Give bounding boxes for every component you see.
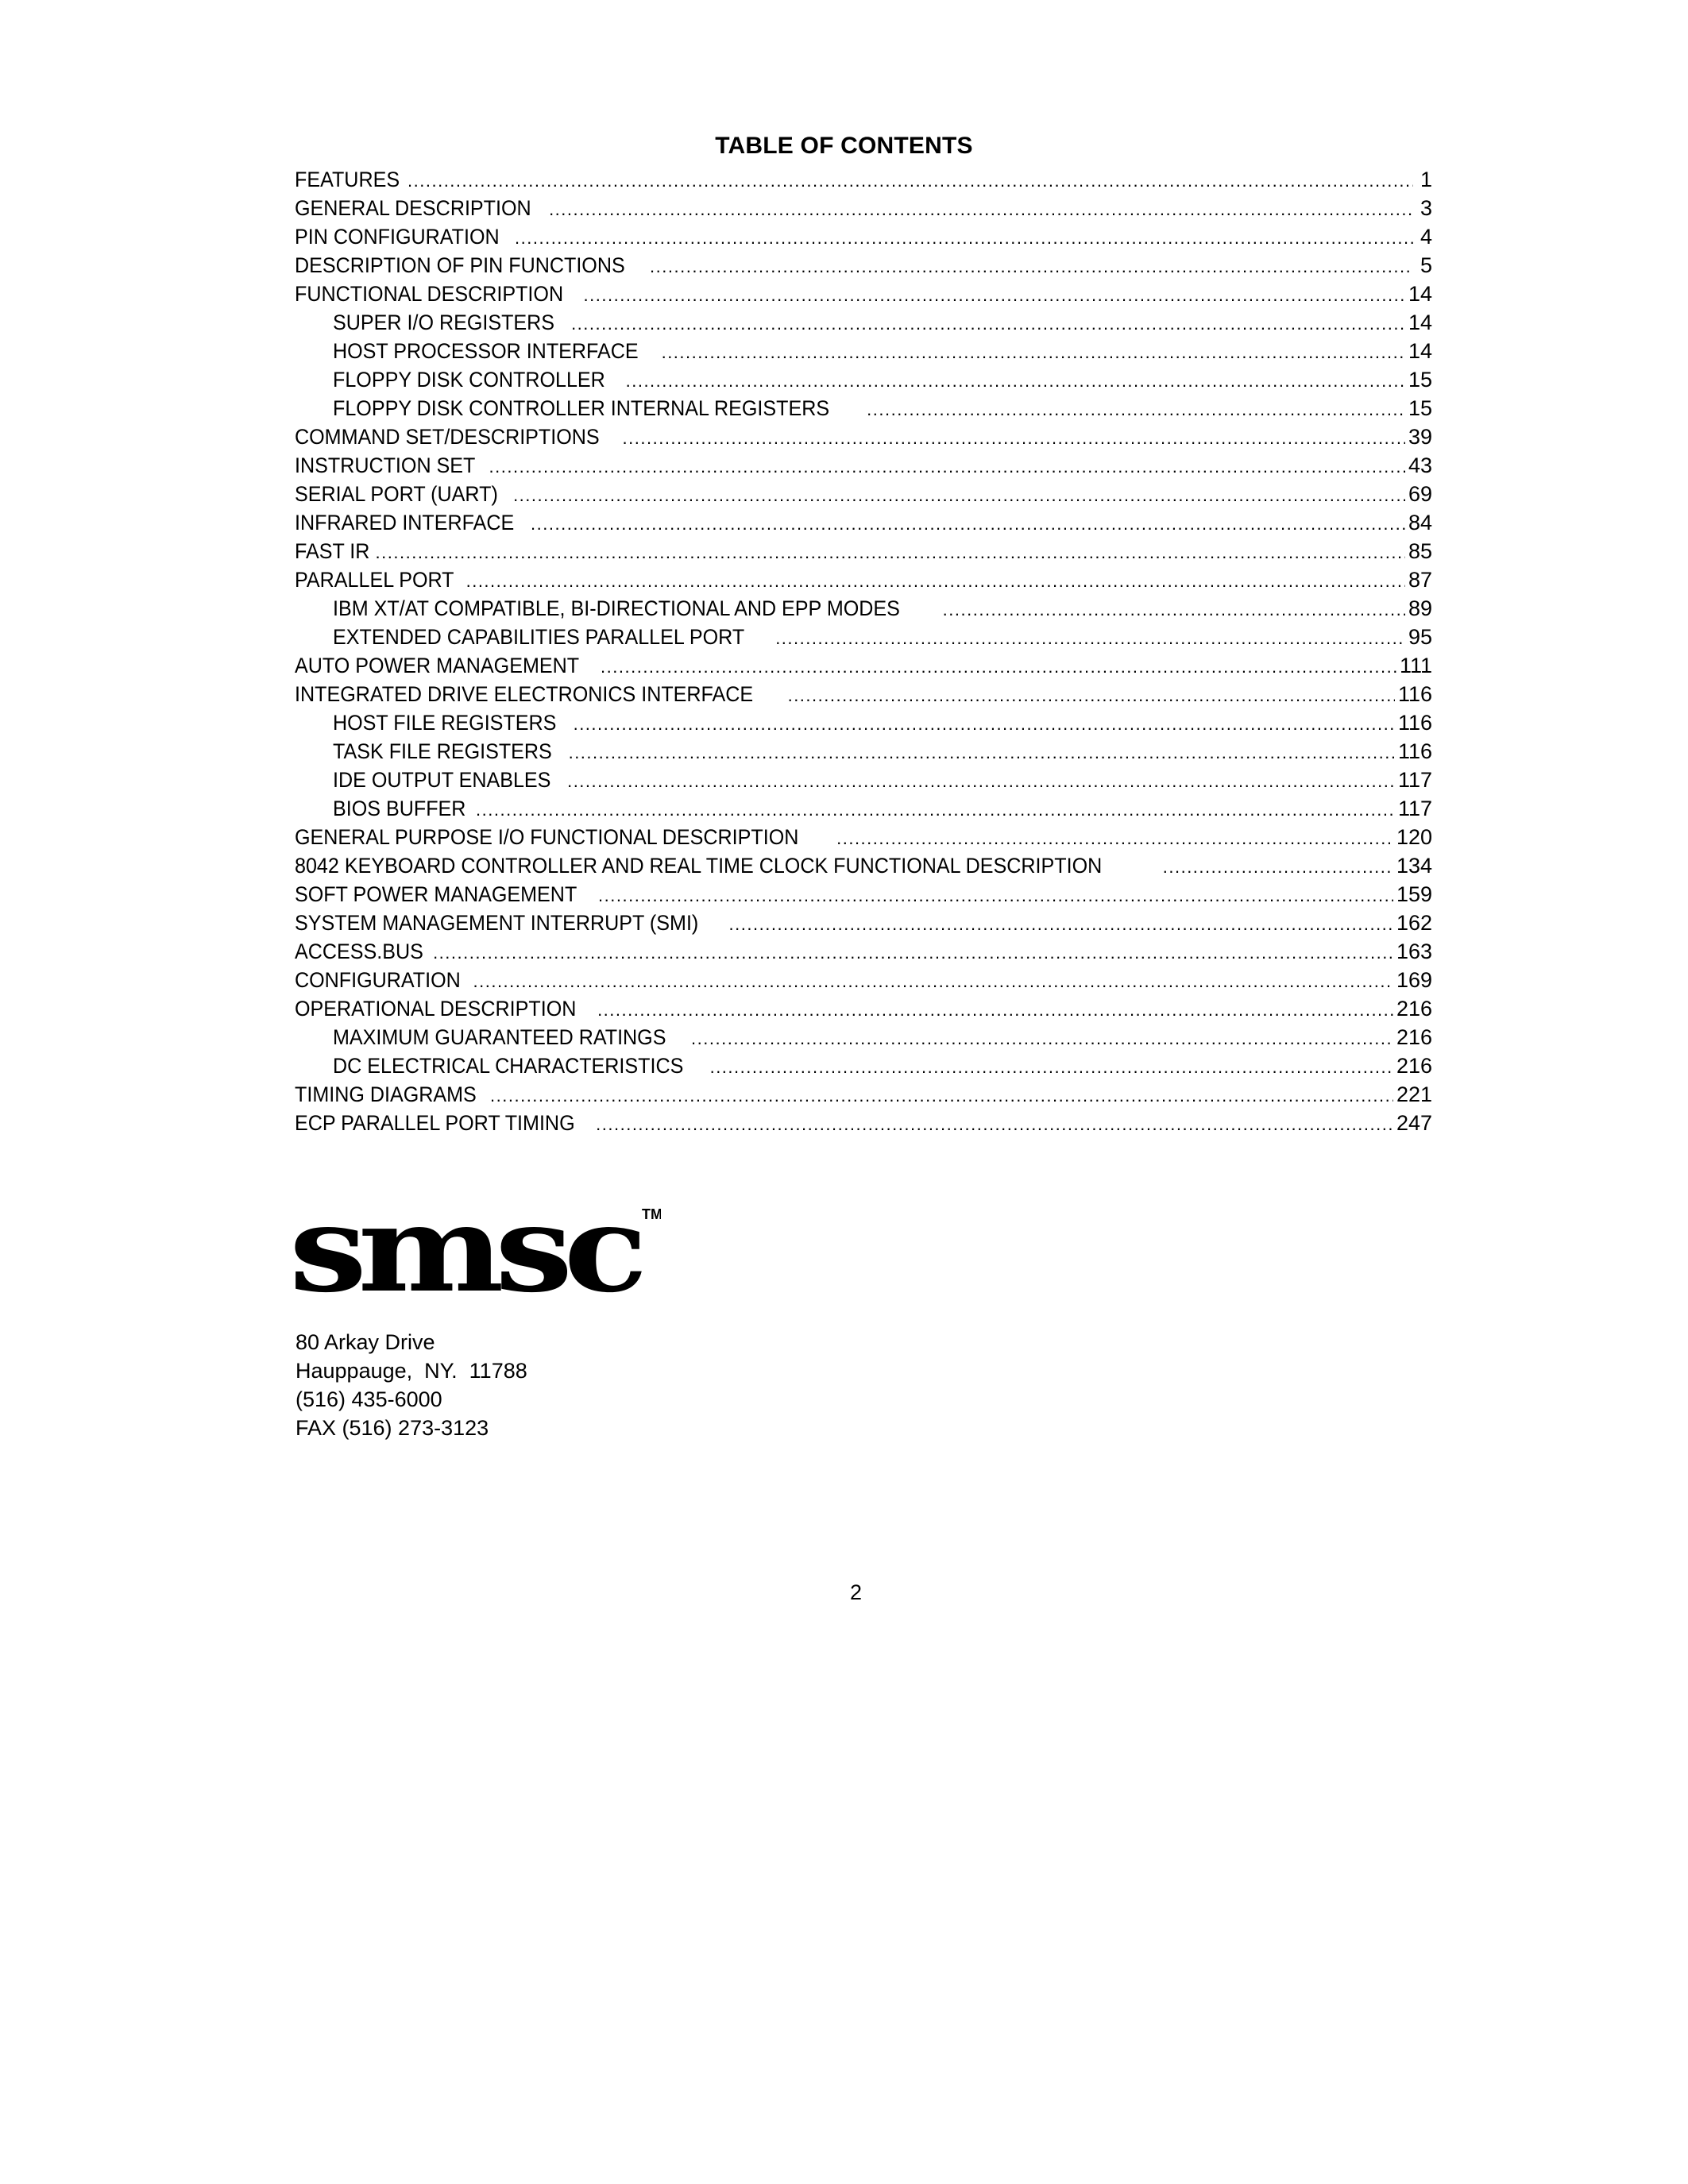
toc-entry[interactable] xyxy=(295,680,1432,708)
toc-entry[interactable] xyxy=(295,966,1432,994)
dot-leader xyxy=(489,453,1405,480)
toc-entry[interactable] xyxy=(295,451,1432,480)
toc-entry-page: 87 xyxy=(1408,568,1432,592)
toc-entry-page: 116 xyxy=(1397,711,1432,735)
toc-entry-page: 69 xyxy=(1408,482,1432,506)
page-number: 2 xyxy=(849,1580,863,1604)
toc-entry[interactable] xyxy=(295,1080,1432,1109)
toc-entry[interactable] xyxy=(295,994,1432,1023)
toc-subentry[interactable] xyxy=(295,365,1432,394)
toc-subentry[interactable] xyxy=(295,794,1432,823)
dot-leader xyxy=(836,824,1393,851)
dot-leader xyxy=(597,996,1393,1023)
toc-entry[interactable] xyxy=(295,194,1432,222)
toc-entry-label: PIN CONFIGURATION xyxy=(295,225,500,249)
toc-entry-label: CONFIGURATION xyxy=(295,968,461,992)
toc-entry-page: 116 xyxy=(1397,682,1432,706)
toc-entry-label: FLOPPY DISK CONTROLLER xyxy=(333,368,605,392)
dot-leader xyxy=(466,567,1405,594)
toc-entry-label: INTEGRATED DRIVE ELECTRONICS INTERFACE xyxy=(295,682,754,706)
toc-entry-page: 1 xyxy=(1420,168,1432,191)
toc-entry-page: 85 xyxy=(1408,539,1432,563)
toc-entry-label: SYSTEM MANAGEMENT INTERRUPT (SMI) xyxy=(295,911,699,935)
address-street: 80 Arkay Drive xyxy=(295,1330,435,1354)
toc-entry-page: 159 xyxy=(1396,882,1432,906)
toc-entry-page: 14 xyxy=(1408,339,1432,363)
toc-entry-label: 8042 KEYBOARD CONTROLLER AND REAL TIME CLOCK FUNCTIONAL DESCRIPTION xyxy=(295,854,1103,878)
toc-entry-page: 120 xyxy=(1396,825,1432,849)
toc-entry-page: 89 xyxy=(1408,596,1432,620)
dot-leader xyxy=(473,967,1393,994)
toc-entry-page: 15 xyxy=(1408,396,1432,420)
toc-entry-label: GENERAL PURPOSE I/O FUNCTIONAL DESCRIPTION xyxy=(295,825,799,849)
address-fax: FAX (516) 273-3123 xyxy=(295,1416,489,1440)
toc-subentry[interactable] xyxy=(295,1051,1432,1080)
dot-leader xyxy=(531,510,1405,537)
dot-leader xyxy=(867,396,1405,423)
toc-entry-page: 216 xyxy=(1396,997,1432,1021)
toc-subentry[interactable] xyxy=(295,308,1432,337)
toc-entry[interactable] xyxy=(295,909,1432,937)
toc-entry[interactable] xyxy=(295,1109,1432,1137)
toc-entry-label: MAXIMUM GUARANTEED RATINGS xyxy=(333,1025,666,1049)
toc-entry[interactable] xyxy=(295,823,1432,851)
dot-leader xyxy=(596,1110,1393,1137)
address-city: Hauppauge, NY. 11788 xyxy=(295,1359,527,1383)
toc-entry-page: 84 xyxy=(1408,511,1432,534)
toc-entry-label: INSTRUCTION SET xyxy=(295,453,476,477)
dot-leader xyxy=(623,424,1405,451)
toc-entry-page: 169 xyxy=(1396,968,1432,992)
toc-entry-page: 95 xyxy=(1408,625,1432,649)
toc-entry[interactable] xyxy=(295,537,1432,565)
dot-leader xyxy=(569,739,1395,766)
toc-subentry[interactable] xyxy=(295,1023,1432,1051)
toc-entry-label: SOFT POWER MANAGEMENT xyxy=(295,882,577,906)
toc-entry-label: HOST FILE REGISTERS xyxy=(333,711,557,735)
toc-entry-label: IDE OUTPUT ENABLES xyxy=(333,768,551,792)
address-phone: (516) 435-6000 xyxy=(295,1387,442,1411)
toc-entry-label: TIMING DIAGRAMS xyxy=(295,1082,477,1106)
toc-subentry[interactable] xyxy=(295,394,1432,423)
toc-entry-page: 5 xyxy=(1420,253,1432,277)
toc-entry[interactable] xyxy=(295,280,1432,308)
toc-entry-page: 43 xyxy=(1408,453,1432,477)
toc-entry-page: 163 xyxy=(1396,940,1432,963)
toc-entry-page: 14 xyxy=(1408,282,1432,306)
dot-leader xyxy=(408,167,1413,194)
dot-leader xyxy=(433,939,1393,966)
smsc-logo xyxy=(288,1195,661,1330)
toc-entry[interactable] xyxy=(295,251,1432,280)
toc-entry-page: 4 xyxy=(1420,225,1432,249)
toc-entry[interactable] xyxy=(295,222,1432,251)
toc-entry-label: FEATURES xyxy=(295,168,400,191)
toc-entry-label: FAST IR xyxy=(295,539,370,563)
toc-entry[interactable] xyxy=(295,565,1432,594)
dot-leader xyxy=(549,195,1413,222)
company-address xyxy=(295,1328,527,1442)
toc-subentry[interactable] xyxy=(295,737,1432,766)
table-of-contents xyxy=(295,165,1432,1137)
toc-entry-page: 221 xyxy=(1396,1082,1432,1106)
dot-leader xyxy=(729,910,1393,937)
toc-entry-label: SUPER I/O REGISTERS xyxy=(333,311,555,334)
dot-leader xyxy=(943,596,1405,623)
dot-leader xyxy=(650,253,1413,280)
dot-leader xyxy=(490,1082,1393,1109)
toc-entry-page: 117 xyxy=(1397,768,1432,792)
toc-entry-label: INFRARED INTERFACE xyxy=(295,511,515,534)
toc-entry-page: 39 xyxy=(1408,425,1432,449)
toc-entry-label: HOST PROCESSOR INTERFACE xyxy=(333,339,639,363)
toc-entry-page: 3 xyxy=(1420,196,1432,220)
dot-leader xyxy=(567,767,1395,794)
toc-entry-label: FLOPPY DISK CONTROLLER INTERNAL REGISTERS xyxy=(333,396,830,420)
dot-leader xyxy=(691,1024,1393,1051)
toc-entry[interactable] xyxy=(295,880,1432,909)
dot-leader xyxy=(574,710,1395,737)
toc-entry-label: COMMAND SET/DESCRIPTIONS xyxy=(295,425,600,449)
toc-entry[interactable] xyxy=(295,480,1432,508)
toc-entry-label: OPERATIONAL DESCRIPTION xyxy=(295,997,577,1021)
toc-entry-label: DESCRIPTION OF PIN FUNCTIONS xyxy=(295,253,625,277)
dot-leader xyxy=(598,882,1393,909)
toc-entry[interactable] xyxy=(295,508,1432,537)
toc-entry-label: DC ELECTRICAL CHARACTERISTICS xyxy=(333,1054,684,1078)
toc-subentry[interactable] xyxy=(295,708,1432,737)
toc-entry-page: 15 xyxy=(1408,368,1432,392)
toc-entry-label: IBM XT/AT COMPATIBLE, BI-DIRECTIONAL AND EPP MODES xyxy=(333,596,900,620)
toc-entry-label: AUTO POWER MANAGEMENT xyxy=(295,654,580,677)
toc-entry-page: 162 xyxy=(1396,911,1432,935)
toc-subentry[interactable] xyxy=(295,623,1432,651)
toc-entry[interactable] xyxy=(295,165,1432,194)
toc-subentry[interactable] xyxy=(295,766,1432,794)
toc-entry[interactable] xyxy=(295,651,1432,680)
dot-leader xyxy=(788,681,1395,708)
toc-entry-page: 111 xyxy=(1399,654,1432,677)
smsc-logo-icon xyxy=(288,1195,661,1330)
dot-leader xyxy=(571,310,1405,337)
toc-entry[interactable] xyxy=(295,937,1432,966)
dot-leader xyxy=(376,538,1405,565)
trademark-symbol: TM xyxy=(642,1206,661,1222)
toc-entry-label: ACCESS.BUS xyxy=(295,940,423,963)
toc-entry-label: PARALLEL PORT xyxy=(295,568,454,592)
dot-leader xyxy=(601,653,1396,680)
dot-leader xyxy=(513,481,1405,508)
toc-entry-page: 116 xyxy=(1397,739,1432,763)
dot-leader xyxy=(515,224,1413,251)
toc-entry-label: BIOS BUFFER xyxy=(333,797,466,820)
toc-entry-label: ECP PARALLEL PORT TIMING xyxy=(295,1111,575,1135)
toc-entry-label: GENERAL DESCRIPTION xyxy=(295,196,531,220)
toc-entry-label: EXTENDED CAPABILITIES PARALLEL PORT xyxy=(333,625,745,649)
toc-entry-page: 14 xyxy=(1408,311,1432,334)
toc-entry-label: SERIAL PORT (UART) xyxy=(295,482,498,506)
toc-subentry[interactable] xyxy=(295,337,1432,365)
dot-leader xyxy=(476,796,1395,823)
toc-entry[interactable] xyxy=(295,851,1432,880)
dot-leader xyxy=(1163,853,1393,880)
toc-title: TABLE OF CONTENTS xyxy=(715,133,973,159)
toc-entry-label: TASK FILE REGISTERS xyxy=(333,739,552,763)
dot-leader xyxy=(775,624,1405,651)
toc-entry[interactable] xyxy=(295,423,1432,451)
dot-leader xyxy=(626,367,1405,394)
toc-entry-page: 117 xyxy=(1397,797,1432,820)
dot-leader xyxy=(584,281,1405,308)
dot-leader xyxy=(710,1053,1393,1080)
dot-leader xyxy=(662,338,1405,365)
toc-entry-page: 216 xyxy=(1396,1054,1432,1078)
toc-entry-page: 247 xyxy=(1396,1111,1432,1135)
toc-entry-label: FUNCTIONAL DESCRIPTION xyxy=(295,282,564,306)
toc-entry-page: 216 xyxy=(1396,1025,1432,1049)
toc-subentry[interactable] xyxy=(295,594,1432,623)
toc-entry-page: 134 xyxy=(1396,854,1432,878)
logo-wordmark: smsc xyxy=(289,1195,643,1319)
